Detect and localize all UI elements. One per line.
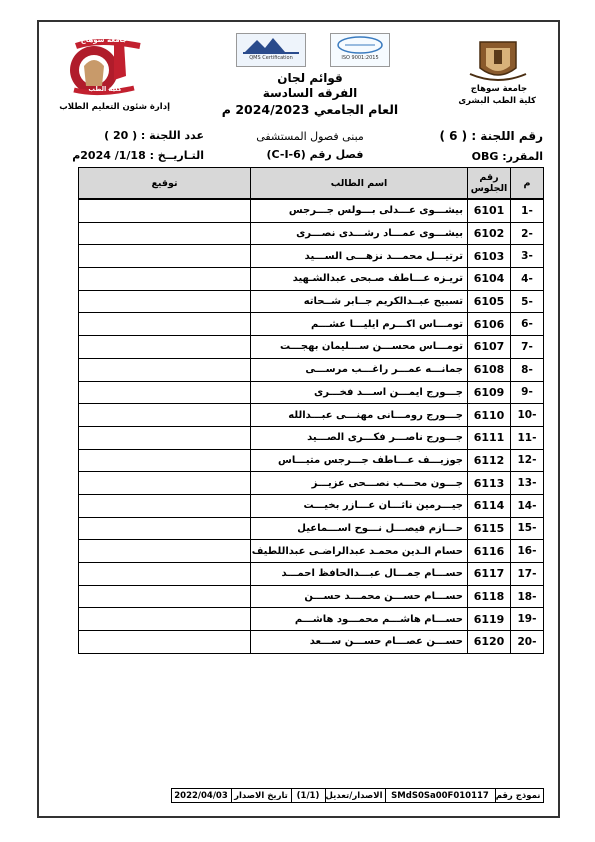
edition-value: (1/1) — [291, 789, 325, 803]
seat-number: 6103 — [468, 245, 511, 268]
logo-left-text: جامعة سوهاج — [80, 36, 128, 44]
committee-number: رقم اللجنة : ( 6 ) — [439, 129, 543, 143]
table-row — [79, 494, 544, 517]
table-row — [79, 472, 544, 495]
student-name: حســـام حســـن محمـــد حســـن — [251, 585, 468, 608]
seat-number: 6119 — [468, 608, 511, 631]
student-name: تريـزه عـــاطف صـبحى عبدالشـهيد — [251, 268, 468, 291]
row-number: -5 — [511, 290, 544, 313]
row-number: -11 — [511, 426, 544, 449]
student-name: ترتيـــل محمـــد نزهـــى الســـيد — [251, 245, 468, 268]
cert2-text: ISO 9001:2015 — [341, 55, 379, 61]
iso-logo — [330, 33, 390, 67]
table-row — [79, 313, 544, 336]
university-name: جامعة سوهاج — [470, 84, 528, 94]
table-row — [79, 404, 544, 427]
row-number: -8 — [511, 358, 544, 381]
row-number: -15 — [511, 517, 544, 540]
seat-number: 6116 — [468, 540, 511, 563]
row-number: -14 — [511, 494, 544, 517]
signature-cell — [79, 563, 251, 586]
seat-number: 6113 — [468, 472, 511, 495]
signature-cell — [79, 199, 251, 222]
row-number: -17 — [511, 563, 544, 586]
signature-cell — [79, 404, 251, 427]
seat-number: 6108 — [468, 358, 511, 381]
seat-number: 6115 — [468, 517, 511, 540]
issue-date: 2022/04/03 — [171, 789, 231, 803]
signature-cell — [79, 585, 251, 608]
table-row — [79, 540, 544, 563]
row-number: -18 — [511, 585, 544, 608]
seat-number: 6107 — [468, 336, 511, 359]
student-name: جـــورج ايمـــن اســـد فخـــرى — [251, 381, 468, 404]
row-number: -6 — [511, 313, 544, 336]
row-number: -10 — [511, 404, 544, 427]
table-row — [79, 608, 544, 631]
year-level: الفرقه السادسة — [262, 86, 358, 100]
signature-cell — [79, 517, 251, 540]
table-row — [79, 245, 544, 268]
row-number: -12 — [511, 449, 544, 472]
table-row — [79, 336, 544, 359]
edition-label: الاصدار/تعديل — [325, 789, 385, 803]
seat-number: 6106 — [468, 313, 511, 336]
faculty-name: كلية الطب البشرى — [458, 96, 536, 106]
table-row — [79, 381, 544, 404]
seat-number: 6109 — [468, 381, 511, 404]
seat-number: 6120 — [468, 631, 511, 654]
student-name: جـــورج رومـــانى مهنـــى عبـــدالله — [251, 404, 468, 427]
seat-number: 6117 — [468, 563, 511, 586]
student-name: جوزيـــف عـــاطف جـــرجس متيـــاس — [251, 449, 468, 472]
table-row — [79, 290, 544, 313]
seat-number: 6114 — [468, 494, 511, 517]
seat-number: 6104 — [468, 268, 511, 291]
form-number: SMdS0Sa00F010117 — [385, 789, 495, 803]
table-header-row — [79, 168, 544, 200]
signature-cell — [79, 472, 251, 495]
signature-cell — [79, 245, 251, 268]
row-number: -7 — [511, 336, 544, 359]
signature-cell — [79, 608, 251, 631]
header-seat: رقم الجلوس — [468, 168, 511, 200]
seat-number: 6110 — [468, 404, 511, 427]
student-name: جـــورج ناصـــر فكـــرى الصـــيد — [251, 426, 468, 449]
signature-cell — [79, 426, 251, 449]
seat-number: 6111 — [468, 426, 511, 449]
student-name: تومـــاس محســـن ســـليمان بهجـــت — [251, 336, 468, 359]
seat-number: 6101 — [468, 199, 511, 222]
cert1-text: QMS Certification — [249, 55, 293, 61]
signature-cell — [79, 268, 251, 291]
header-name: اسم الطالب — [251, 168, 468, 200]
header-signature: توقيع — [79, 168, 251, 200]
student-name: جـــون محـــب نصـــحى عزيـــز — [251, 472, 468, 495]
table-row — [79, 222, 544, 245]
table-row — [79, 449, 544, 472]
seat-number: 6102 — [468, 222, 511, 245]
student-name: بيشـــوى عـــدلى بـــولس جـــرجس — [251, 199, 468, 222]
seat-number: 6105 — [468, 290, 511, 313]
student-name: حســـام هاشـــم محمـــود هاشـــم — [251, 608, 468, 631]
row-number: -13 — [511, 472, 544, 495]
row-number: -16 — [511, 540, 544, 563]
signature-cell — [79, 449, 251, 472]
student-roster-table — [78, 167, 544, 654]
student-name: حســـن عصـــام حســـن ســـعد — [251, 631, 468, 654]
student-name: حســـام جمـــال عبـــدالحافظ احمـــد — [251, 563, 468, 586]
issue-label: تاريخ الاصدار — [231, 789, 291, 803]
row-number: -3 — [511, 245, 544, 268]
academic-year: العام الجامعي 2024/2023 م — [221, 102, 399, 117]
row-number: -1 — [511, 199, 544, 222]
student-name: تومـــاس اكـــرم ايليـــا عشـــم — [251, 313, 468, 336]
table-row — [79, 426, 544, 449]
signature-cell — [79, 631, 251, 654]
department-name: إدارة شئون التعليم الطلاب — [59, 102, 170, 112]
form-label: نموذج رقم — [495, 789, 543, 803]
seat-number: 6112 — [468, 449, 511, 472]
student-name: تسبيح عبــدالكريم جــابر شــحاته — [251, 290, 468, 313]
committee-count: عدد اللجنة : ( 20 ) — [104, 129, 204, 142]
signature-cell — [79, 540, 251, 563]
signature-cell — [79, 494, 251, 517]
table-row — [79, 585, 544, 608]
row-number: -4 — [511, 268, 544, 291]
form-footer — [78, 788, 544, 803]
table-row — [79, 631, 544, 654]
row-number: -19 — [511, 608, 544, 631]
signature-cell — [79, 313, 251, 336]
building-name: مبنى فصول المستشفى — [256, 130, 364, 143]
student-name: حسام الـدين محمـد عبدالراضـى عبداللطيف — [251, 540, 468, 563]
seat-number: 6118 — [468, 585, 511, 608]
table-row — [79, 199, 544, 222]
logo-left-sub: كلية الطب — [88, 85, 122, 93]
class-number: فصل رقم (C-I-6) — [266, 148, 364, 161]
table-row — [79, 517, 544, 540]
exam-date: التـاريــخ : 1/18/ 2024م — [72, 149, 204, 162]
course-name: المقرر: OBG — [471, 150, 543, 163]
student-name: بيشـــوى عمـــاد رشـــدى نصـــرى — [251, 222, 468, 245]
signature-cell — [79, 358, 251, 381]
signature-cell — [79, 290, 251, 313]
table-row — [79, 358, 544, 381]
doc-title: قوائم لجان — [277, 71, 343, 85]
row-number: -9 — [511, 381, 544, 404]
signature-cell — [79, 381, 251, 404]
university-logo — [466, 38, 530, 82]
table-row — [79, 563, 544, 586]
signature-cell — [79, 336, 251, 359]
header-num: م — [511, 168, 544, 200]
student-name: حـــازم فيصـــل نـــوح اســـماعيل — [251, 517, 468, 540]
row-number: -20 — [511, 631, 544, 654]
table-row — [79, 268, 544, 291]
row-number: -2 — [511, 222, 544, 245]
student-name: جيـــرمين ناثـــان عـــازر بخيـــت — [251, 494, 468, 517]
student-name: جمانـــه عمـــر راغـــب مرســـى — [251, 358, 468, 381]
accreditation-logo — [236, 33, 306, 67]
footer-blank — [78, 789, 171, 803]
signature-cell — [79, 222, 251, 245]
